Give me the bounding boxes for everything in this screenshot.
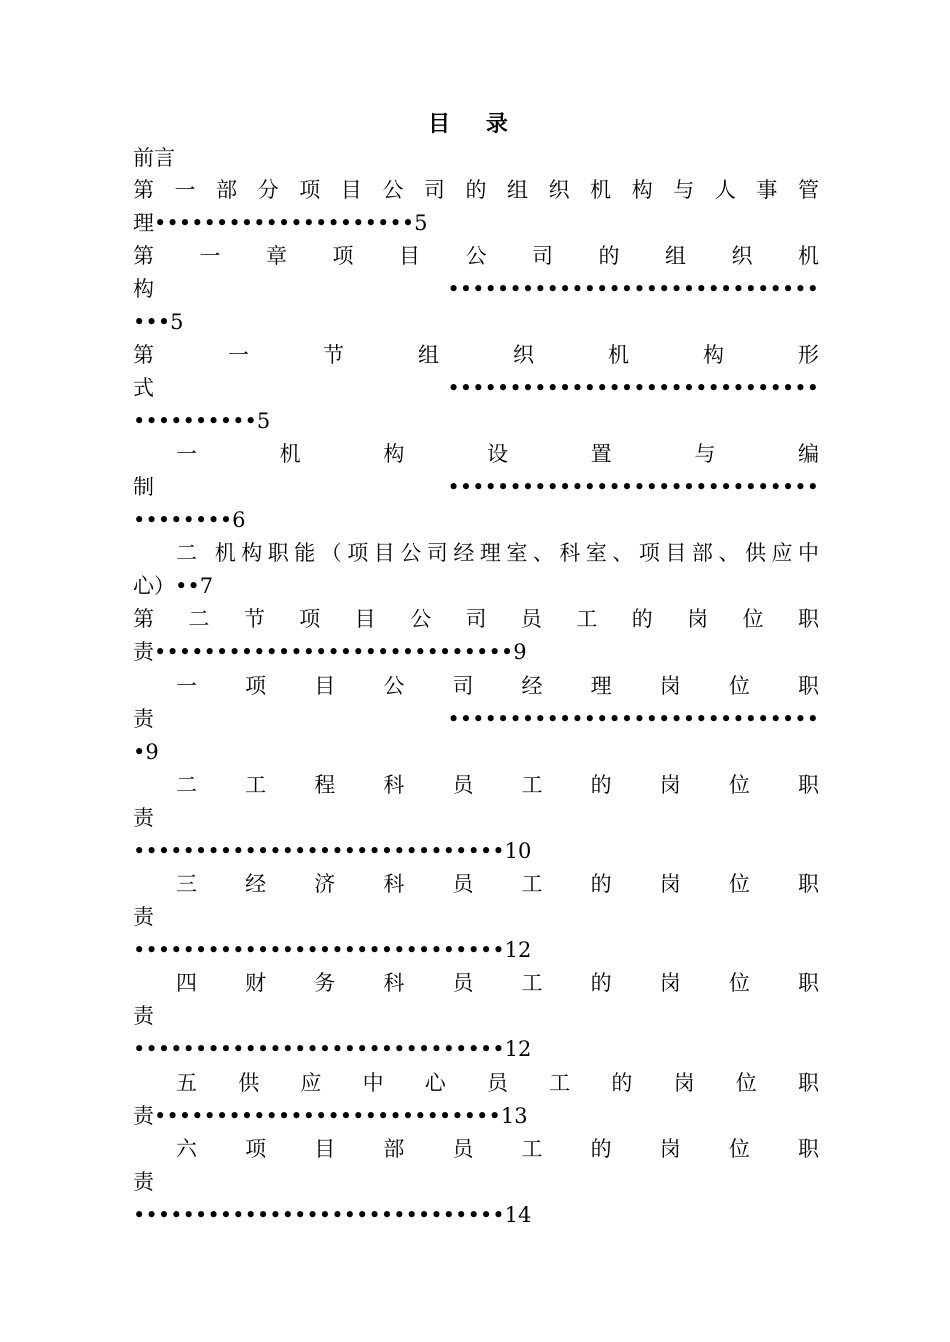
toc-line-item-2-5: 五 供 应 中 心 员 工 的 岗 位 职 [176,1071,819,1095]
toc-line-chapter1: 第 一 章 项 目 公 司 的 组 织 机 [133,244,819,268]
toc-line-item-1-2: 二 机构职能（项目公司经理室、科室、项目部、供应中 [176,541,819,565]
toc-line-item-2-3-cont: 责 [133,905,154,929]
toc-line-item-1-1-dots: 制•••••••••••••••••••••••••••••• [133,475,819,499]
toc-line-item-2-3: 三 经 济 科 员 工 的 岗 位 职 [176,872,819,896]
toc-line-section1: 第 一 节 组 织 机 构 形 [133,343,819,367]
toc-line-section2-cont: 责•••••••••••••••••••••••••••••9 [133,640,527,664]
toc-line-chapter1-dots: 构•••••••••••••••••••••••••••••• [133,277,819,301]
toc-line-item-2-2-cont: 责 [133,806,154,830]
toc-line-part1-cont: 理•••••••••••••••••••••5 [133,211,428,235]
toc-line-item-2-5-cont: 责••••••••••••••••••••••••••••13 [133,1104,528,1128]
toc-line-section1-page: ••••••••••5 [133,409,271,433]
toc-line-item-2-6-cont: 责 [133,1170,154,1194]
toc-line-item-1-2-cont: 心）••7 [133,574,214,598]
toc-line-section1-dots: 式•••••••••••••••••••••••••••••• [133,376,819,400]
toc-line-item-2-1: 一 项 目 公 司 经 理 岗 位 职 [176,674,819,698]
toc-line-item-2-4-page: ••••••••••••••••••••••••••••••12 [133,1037,532,1061]
toc-line-item-2-4: 四 财 务 科 员 工 的 岗 位 职 [176,971,819,995]
toc-line-item-2-4-cont: 责 [133,1004,154,1028]
toc-line-item-2-6: 六 项 目 部 员 工 的 岗 位 职 [176,1137,819,1161]
toc-line-item-2-1-page: •9 [133,740,159,764]
toc-title: 目 录 [428,111,522,137]
toc-line-item-2-1-dots: 责•••••••••••••••••••••••••••••• [133,707,819,731]
toc-line-item-2-3-page: ••••••••••••••••••••••••••••••12 [133,938,532,962]
toc-line-item-2-6-page: ••••••••••••••••••••••••••••••14 [133,1203,532,1227]
toc-line-item-2-2-page: ••••••••••••••••••••••••••••••10 [133,839,532,863]
toc-line-section2: 第 二 节 项 目 公 司 员 工 的 岗 位 职 [133,607,819,631]
toc-line-item-1-1-page: ••••••••6 [133,508,246,532]
toc-line-chapter1-page: •••5 [133,310,184,334]
toc-line-item-2-2: 二 工 程 科 员 工 的 岗 位 职 [176,773,819,797]
toc-line-preface: 前言 [133,146,175,170]
toc-line-item-1-1: 一 机 构 设 置 与 编 [176,442,819,466]
toc-line-part1: 第 一 部 分 项 目 公 司 的 组 织 机 构 与 人 事 管 [133,178,819,202]
